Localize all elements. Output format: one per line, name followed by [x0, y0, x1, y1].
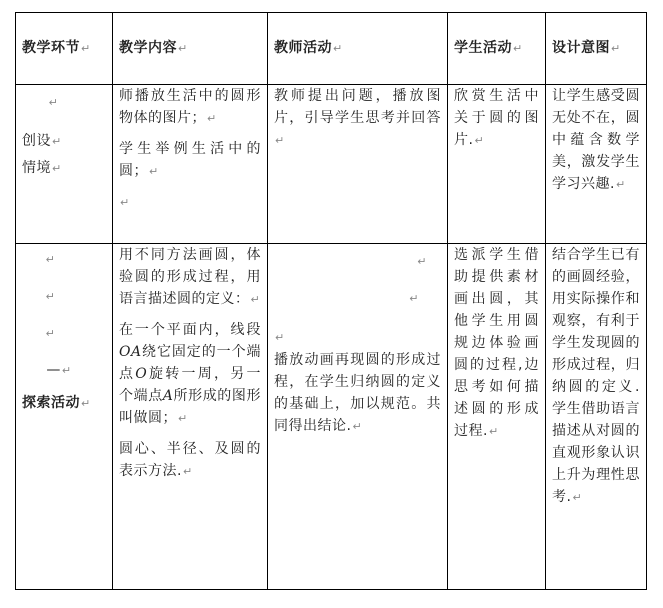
- table-row-explore-activity: [16, 244, 647, 590]
- student-cell-create-situation: 欣赏生活中关于圆的图片.↵: [448, 85, 546, 244]
- content-cell-create-situation: [113, 85, 268, 244]
- para-mark: ↵: [45, 327, 56, 340]
- content-paragraph: 用不同方法画圆，体验圆的形成过程，用语言描述圆的定义：↵: [119, 247, 261, 307]
- content-paragraph: 圆心、半径、及圆的表示方法.↵: [119, 441, 261, 479]
- intent-cell-explore-activity: 结合学生已有的画圆经验，用实际操作和观察，有利于学生发现圆的形成过程，归纳圆的定义.学生借助语言描述从对圆的直观形象认识上升为理性思考.↵: [546, 244, 647, 590]
- section-label: 探索活动↵: [22, 395, 91, 411]
- para-mark: ↵: [45, 253, 56, 266]
- content-paragraph: 师播放生活中的圆形物体的图片；↵: [119, 88, 261, 126]
- teacher-text: 播放动画再现圆的形成过程，在学生归纳圆的定义的基础上，加以规范。共同得出结论.↵: [274, 352, 441, 434]
- section-cell-create-situation: [16, 85, 113, 244]
- circle-definition: 在一个平面内，线段OA绕它固定的一个端点O旋转一周，另一个端点A所形成的图形叫做圆；↵: [119, 322, 262, 426]
- student-cell-explore-activity: 选派学生借助提供素材画出圆，其他学生用圆规边体验画圆的过程,边思考如何描述圆的形成过程.↵: [448, 244, 546, 590]
- section-cell-explore-activity: [16, 244, 113, 590]
- header-row: [16, 13, 647, 85]
- header-cell-stage: 教学环节↵: [16, 13, 113, 85]
- header-cell-teacher: 教师活动↵: [268, 13, 448, 85]
- para-mark: ↵: [45, 290, 56, 303]
- header-cell-student: 学生活动↵: [448, 13, 546, 85]
- dash-line: —↵: [46, 362, 72, 378]
- content-paragraph: 学生举例生活中的圆；↵: [119, 141, 261, 179]
- para-mark: ↵: [275, 331, 285, 344]
- lesson-plan-table: [15, 12, 647, 590]
- table-row-create-situation: [16, 85, 647, 244]
- content-cell-explore-activity: [113, 244, 268, 590]
- header-cell-content: 教学内容↵: [113, 13, 268, 85]
- intent-cell-create-situation: 让学生感受圆无处不在，圆中蕴含数学美，激发学生学习兴趣.↵: [546, 85, 647, 244]
- para-mark: ↵: [48, 96, 59, 109]
- section-label-line1: 创设↵: [22, 133, 62, 149]
- section-label-line2: 情境↵: [22, 160, 62, 176]
- para-mark: ↵: [409, 292, 419, 305]
- para-mark: ↵: [120, 196, 130, 209]
- teacher-cell-explore-activity: [268, 244, 448, 590]
- teacher-cell-create-situation: 教师提出问题，播放图片，引导学生思考并回答↵: [268, 85, 448, 244]
- para-mark: ↵: [417, 255, 427, 268]
- header-cell-intent: 设计意图↵: [546, 13, 647, 85]
